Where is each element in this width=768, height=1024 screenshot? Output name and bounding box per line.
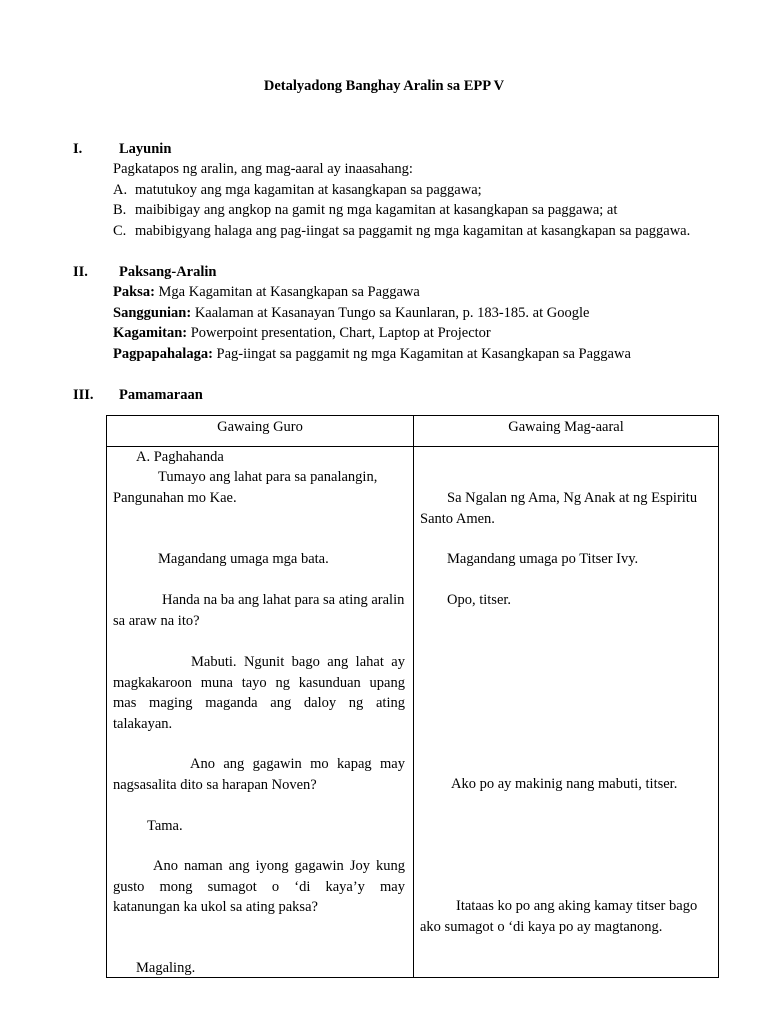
cell-guro xyxy=(107,447,414,978)
section-number-3: III. xyxy=(73,387,94,403)
layunin-content xyxy=(113,159,733,241)
objective-letter: A. xyxy=(113,181,128,198)
subheading-paghahanda: A. Paghahanda xyxy=(136,449,224,465)
table-header-row xyxy=(107,416,719,447)
mag-aaral-text: Itataas ko po ang aking kamay titser bago ako sumagot o ‘di kaya po ay magtanong. xyxy=(420,898,698,935)
guro-text: Ano ang gagawin mo kapag may nagsasalita dito sa harapan Noven? xyxy=(113,756,405,793)
section-heading-layunin: Layunin xyxy=(119,141,172,157)
section-heading-paksang-aralin: Paksang-Aralin xyxy=(119,264,217,280)
layunin-intro: Pagkatapos ng aralin, ang mag-aaral ay inaasahang: xyxy=(113,161,413,177)
mag-aaral-text: Ako po ay makinig nang mabuti, titser. xyxy=(451,776,678,792)
document-title: Detalyadong Banghay Aralin sa EPP V xyxy=(263,78,505,94)
header-gawaing-mag-aaral: Gawaing Mag-aaral xyxy=(414,416,719,447)
mag-aaral-text: Sa Ngalan ng Ama, Ng Anak at ng Espiritu Santo Amen. xyxy=(420,490,698,527)
objective-letter: C. xyxy=(113,222,127,239)
info-row-kagamitan xyxy=(113,323,733,344)
info-value: Mga Kagamitan at Kasangkapan sa Paggawa xyxy=(158,284,420,300)
guro-text: Tama. xyxy=(147,818,183,834)
guro-text: Ano naman ang iyong gagawin Joy kung gusto mong sumagot o ‘di kaya’y may katanungan ka ukol sa ating paksa? xyxy=(113,858,405,915)
objective-text: maibibigay ang angkop na gamit ng mga kagamitan at kasangkapan sa paggawa; at xyxy=(135,202,618,218)
info-label: Paksa: xyxy=(113,284,155,300)
header-gawaing-guro: Gawaing Guro xyxy=(107,416,414,447)
info-label: Pagpapahalaga: xyxy=(113,345,213,362)
info-value: Pag-iingat sa paggamit ng mga Kagamitan at Kasangkapan sa Paggawa xyxy=(216,345,631,362)
objective-text: matutukoy ang mga kagamitan at kasangkapan sa paggawa; xyxy=(135,181,482,198)
info-row-paksa xyxy=(113,282,733,303)
section-number-1: I. xyxy=(73,141,83,157)
objective-item xyxy=(113,221,733,242)
info-label: Kagamitan: xyxy=(113,325,188,341)
mag-aaral-text: Opo, titser. xyxy=(447,592,512,608)
section-number-2: II. xyxy=(73,264,88,280)
guro-text: Tumayo ang lahat para sa panalangin, Pangunahan mo Kae. xyxy=(113,469,378,506)
paksang-aralin-content xyxy=(113,282,733,364)
cell-mag-aaral xyxy=(414,447,719,978)
guro-text: Magandang umaga mga bata. xyxy=(158,551,329,567)
section-heading-pamamaraan: Pamamaraan xyxy=(119,387,203,403)
guro-text: Mabuti. Ngunit bago ang lahat ay magkakaroon muna tayo ng kasunduan upang mas maging maganda ang daloy ng ating talakayan. xyxy=(113,654,405,732)
info-value: Powerpoint presentation, Chart, Laptop at Projector xyxy=(190,325,491,341)
objective-letter: B. xyxy=(113,202,127,218)
guro-text: Handa na ba ang lahat para sa ating aralin sa araw na ito? xyxy=(113,592,405,629)
info-row-sanggunian xyxy=(113,303,733,324)
procedure-table xyxy=(106,415,719,978)
objective-text: mabibigyang halaga ang pag-iingat sa paggamit ng mga kagamitan at kasangkapan sa paggawa. xyxy=(135,222,691,239)
objective-item xyxy=(113,180,733,201)
guro-text: Magaling. xyxy=(136,960,196,976)
mag-aaral-text: Magandang umaga po Titser Ivy. xyxy=(447,551,639,567)
table-row xyxy=(107,447,719,978)
info-label: Sanggunian: xyxy=(113,304,192,321)
info-row-pagpapahalaga xyxy=(113,344,733,365)
objective-item xyxy=(113,200,733,221)
info-value: Kaalaman at Kasanayan Tungo sa Kaunlaran, p. 183-185. at Google xyxy=(194,304,590,321)
